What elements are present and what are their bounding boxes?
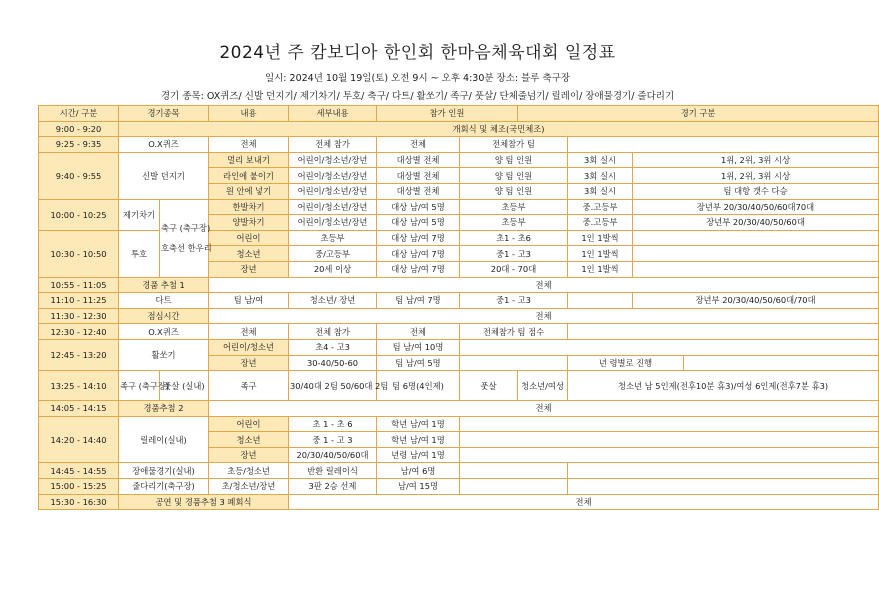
header-time: 시간/ 구분 xyxy=(39,106,119,122)
content-cell: 전체 xyxy=(209,137,289,153)
empty-cell xyxy=(460,447,879,463)
event-cell: 점심시간 xyxy=(119,308,209,324)
category-cell: 1위, 2위, 3위 시상 xyxy=(633,152,879,168)
empty-cell xyxy=(568,479,879,495)
detail-cell: 어린이/청소년/장년 xyxy=(289,168,377,184)
category-cell: 중.고등부 xyxy=(568,199,633,215)
schedule-table xyxy=(38,105,879,510)
detail-cell: 어린이/청소년/장년 xyxy=(289,215,377,231)
detail-cell: 어린이/청소년/장년 xyxy=(289,152,377,168)
detail-cell: 중 1 - 고 3 xyxy=(289,432,377,448)
table-row xyxy=(39,324,879,340)
category-cell: 1인 1발씩 xyxy=(568,246,633,262)
event-cell: 다트 xyxy=(119,293,209,309)
detail-cell: 청소년/ 장년 xyxy=(289,293,377,309)
participants-cell: 대상 남/여 5명 xyxy=(377,215,460,231)
time-cell: 10:55 - 11:05 xyxy=(39,277,119,293)
page-title: 2024년 주 캄보디아 한인회 한마음체육대회 일정표 xyxy=(219,43,616,63)
empty-cell xyxy=(568,293,633,309)
table-row xyxy=(39,152,879,168)
participants-cell: 전체 xyxy=(377,324,460,340)
category-cell: 3회 실시 xyxy=(568,152,633,168)
time-cell: 13:25 - 14:10 xyxy=(39,371,119,401)
desc-cell: 전체 xyxy=(209,277,879,293)
event-cell: 신발 던지기 xyxy=(119,152,209,199)
content-cell: 양발차기 xyxy=(209,215,289,231)
participants-cell: 청소년/여성 xyxy=(518,371,568,401)
table-row xyxy=(39,277,879,293)
participants-cell: 팀 남/여 5명 xyxy=(377,355,460,371)
category-cell: 1위, 2위, 3위 시상 xyxy=(633,168,879,184)
time-cell: 15:00 - 15:25 xyxy=(39,479,119,495)
desc-cell: 개회식 및 체조(국민체조) xyxy=(119,121,879,137)
empty-cell xyxy=(633,261,879,277)
participants-cell: 양 팀 인원 xyxy=(460,183,568,199)
table-row xyxy=(39,293,879,309)
content-cell: 장년 xyxy=(209,355,289,371)
detail-cell: 전체 참가 xyxy=(289,137,377,153)
participants-cell: 중1 - 고3 xyxy=(460,246,568,262)
category-cell: 장년부 20/30/40/50/60대70대 xyxy=(633,199,879,215)
event-cell: O.X퀴즈 xyxy=(119,324,209,340)
time-cell: 15:30 - 16:30 xyxy=(39,494,119,510)
event-cell-soccer xyxy=(160,199,212,277)
empty-cell xyxy=(568,463,879,479)
content-cell: 어린이 xyxy=(209,416,289,432)
table-row xyxy=(39,371,879,401)
participants-cell: 전체참가 팀 xyxy=(460,137,568,153)
content-cell: 초등/청소년 xyxy=(209,463,289,479)
empty-cell xyxy=(460,432,879,448)
event-cell: 장애물경기(실내) xyxy=(119,463,209,479)
empty-cell xyxy=(460,479,568,495)
content-cell: 어린이/청소년 xyxy=(209,339,289,355)
participants-cell: 전체 xyxy=(377,137,460,153)
content-cell: 장년 xyxy=(209,261,289,277)
participants-cell: 풋살 xyxy=(460,371,518,401)
category-cell: 장년부 20/30/40/50/60대/70대 xyxy=(633,293,879,309)
event-cell: 릴레이(실내) xyxy=(119,416,209,463)
time-cell: 9:25 - 9:35 xyxy=(39,137,119,153)
content-cell: 청소년 xyxy=(209,246,289,262)
participants-cell: 년령 남/여 1명 xyxy=(377,447,460,463)
participants-cell: 남/여 15명 xyxy=(377,479,460,495)
time-cell: 9:00 - 9:20 xyxy=(39,121,119,137)
participants-cell: 대상 남/여 5명 xyxy=(377,199,460,215)
detail-cell: 전체 참가 xyxy=(289,324,377,340)
content-cell: 전체 xyxy=(209,324,289,340)
desc-cell: 전체 xyxy=(209,308,879,324)
content-cell: 멀리 보내기 xyxy=(209,152,289,168)
participants-cell: 대상별 전체 xyxy=(377,168,460,184)
participants-cell: 전체참가 팀 점수 xyxy=(460,324,568,340)
event-cell: 풋살 (실내) xyxy=(160,371,209,401)
participants-cell: 양 팀 인원 xyxy=(460,168,568,184)
content-cell: 장년 xyxy=(209,447,289,463)
table-row xyxy=(39,339,879,355)
event-list: 경기 종목: OX퀴즈/ 신발 던지기/ 제기차기/ 투호/ 축구/ 다트/ 활쏘기/ 족구/ 풋살/ 단체줄넘기/ 릴레이/ 장애물경기/ 줄다리기 xyxy=(160,91,675,102)
event-cell: 투호 xyxy=(119,230,160,277)
empty-cell xyxy=(568,324,879,340)
participants-cell: 대상별 전체 xyxy=(377,152,460,168)
detail-cell: 초 1 - 초 6 xyxy=(289,416,377,432)
empty-cell xyxy=(568,137,879,153)
header-category: 경기 구분 xyxy=(518,106,879,122)
event-cell: 공연 및 경품추첨 3 폐회식 xyxy=(119,494,289,510)
empty-cell xyxy=(684,355,879,371)
header-participants: 참가 인원 xyxy=(377,106,518,122)
participants-cell: 팀 6명(4인제) xyxy=(377,371,460,401)
category-cell: 팀 대항 갯수 다승 xyxy=(633,183,879,199)
time-cell: 14:05 - 14:15 xyxy=(39,401,119,417)
participants-cell: 중1 - 고3 xyxy=(460,293,568,309)
event-cell: 제기차기 xyxy=(119,199,160,230)
participants-cell: 초1 - 초6 xyxy=(460,230,568,246)
event-cell: O.X퀴즈 xyxy=(119,137,209,153)
table-row xyxy=(39,121,879,137)
empty-cell xyxy=(460,339,879,355)
table-row xyxy=(39,463,879,479)
detail-cell: 20/30/40/50/60대 xyxy=(289,447,377,463)
desc-cell: 전체 xyxy=(289,494,879,510)
empty-cell xyxy=(460,355,568,371)
participants-cell: 초등부 xyxy=(460,215,568,231)
detail-cell: 중/고등부 xyxy=(289,246,377,262)
table-row xyxy=(39,494,879,510)
participants-cell: 팀 남/여 10명 xyxy=(377,339,460,355)
participants-cell: 대상별 전체 xyxy=(377,183,460,199)
detail-cell: 30/40대 2팀 50/60대 2팀 xyxy=(289,371,377,401)
time-cell: 12:30 - 12:40 xyxy=(39,324,119,340)
detail-cell: 초등부 xyxy=(289,230,377,246)
header-row xyxy=(39,106,879,122)
participants-cell: 팀 남/여 7명 xyxy=(377,293,460,309)
event-info: 일시: 2024년 10월 19일(토) 오전 9시 ~ 오후 4:30분 장소: 블루 축구장 xyxy=(264,73,571,84)
event-cell: 족구 (축구장) xyxy=(119,371,160,401)
time-cell: 11:30 - 12:30 xyxy=(39,308,119,324)
content-cell: 라인에 붙이기 xyxy=(209,168,289,184)
participants-cell: 20대 - 70대 xyxy=(460,261,568,277)
time-cell: 11:10 - 11:25 xyxy=(39,293,119,309)
header-event: 경기종목 xyxy=(119,106,209,122)
category-cell: 3회 실시 xyxy=(568,183,633,199)
participants-cell: 초등부 xyxy=(460,199,568,215)
header-detail: 세부내용 xyxy=(289,106,377,122)
participants-cell: 남/여 6명 xyxy=(377,463,460,479)
participants-cell: 학년 남/여 1명 xyxy=(377,416,460,432)
empty-cell xyxy=(460,416,879,432)
desc-cell: 전체 xyxy=(209,401,879,417)
content-cell: 한발차기 xyxy=(209,199,289,215)
time-cell: 12:45 - 13:20 xyxy=(39,339,119,370)
table-row xyxy=(39,416,879,432)
detail-cell: 20세 이상 xyxy=(289,261,377,277)
detail-cell: 30-40/50-60 xyxy=(289,355,377,371)
content-cell: 청소년 xyxy=(209,432,289,448)
event-cell: 활쏘기 xyxy=(119,339,209,370)
category-cell: 3회 실시 xyxy=(568,168,633,184)
time-cell: 14:20 - 14:40 xyxy=(39,416,119,463)
participants-cell: 학년 남/여 1명 xyxy=(377,432,460,448)
event-cell: 경품 추첨 1 xyxy=(119,277,209,293)
content-cell: 족구 xyxy=(209,371,289,401)
detail-cell: 어린이/청소년/장년 xyxy=(289,199,377,215)
participants-cell: 대상 남/여 7명 xyxy=(377,230,460,246)
table-row xyxy=(39,401,879,417)
content-cell: 초/청소년/장년 xyxy=(209,479,289,495)
event-team-label: 호축선 한우리 xyxy=(161,243,212,254)
category-cell: 중.고등부 xyxy=(568,215,633,231)
time-cell: 10:30 - 10:50 xyxy=(39,230,119,277)
table-row xyxy=(39,308,879,324)
detail-cell: 초4 - 고3 xyxy=(289,339,377,355)
category-cell: 1인 1발씩 xyxy=(568,261,633,277)
detail-cell: 어린이/청소년/장년 xyxy=(289,183,377,199)
content-cell: 어린이 xyxy=(209,230,289,246)
event-cell: 경품추첨 2 xyxy=(119,401,209,417)
table-row xyxy=(39,137,879,153)
category-cell: 청소년 남 5인제(전후10분 휴3)/여성 6인제(전후7분 휴3) xyxy=(568,371,879,401)
empty-cell xyxy=(460,463,568,479)
detail-cell: 반환 릴레이식 xyxy=(289,463,377,479)
time-cell: 14:45 - 14:55 xyxy=(39,463,119,479)
participants-cell: 대상 남/여 7명 xyxy=(377,261,460,277)
table-row xyxy=(39,199,879,215)
category-cell: 1인 1발씩 xyxy=(568,230,633,246)
participants-cell: 대상 남/여 7명 xyxy=(377,246,460,262)
time-cell: 9:40 - 9:55 xyxy=(39,152,119,199)
content-cell: 팀 남/여 xyxy=(209,293,289,309)
category-cell: 년 령별로 진행 xyxy=(568,355,684,371)
header-content: 내용 xyxy=(209,106,289,122)
participants-cell: 양 팀 인원 xyxy=(460,152,568,168)
category-cell: 장년부 20/30/40/50/60대 xyxy=(633,215,879,231)
time-cell: 10:00 - 10:25 xyxy=(39,199,119,230)
content-cell: 원 안에 넣기 xyxy=(209,183,289,199)
event-soccer-label: 축구 (축구장) xyxy=(161,223,211,234)
table-row xyxy=(39,479,879,495)
empty-cell xyxy=(633,246,879,262)
empty-cell xyxy=(633,230,879,246)
event-cell: 줄다리기(축구장) xyxy=(119,479,209,495)
detail-cell: 3판 2승 선제 xyxy=(289,479,377,495)
